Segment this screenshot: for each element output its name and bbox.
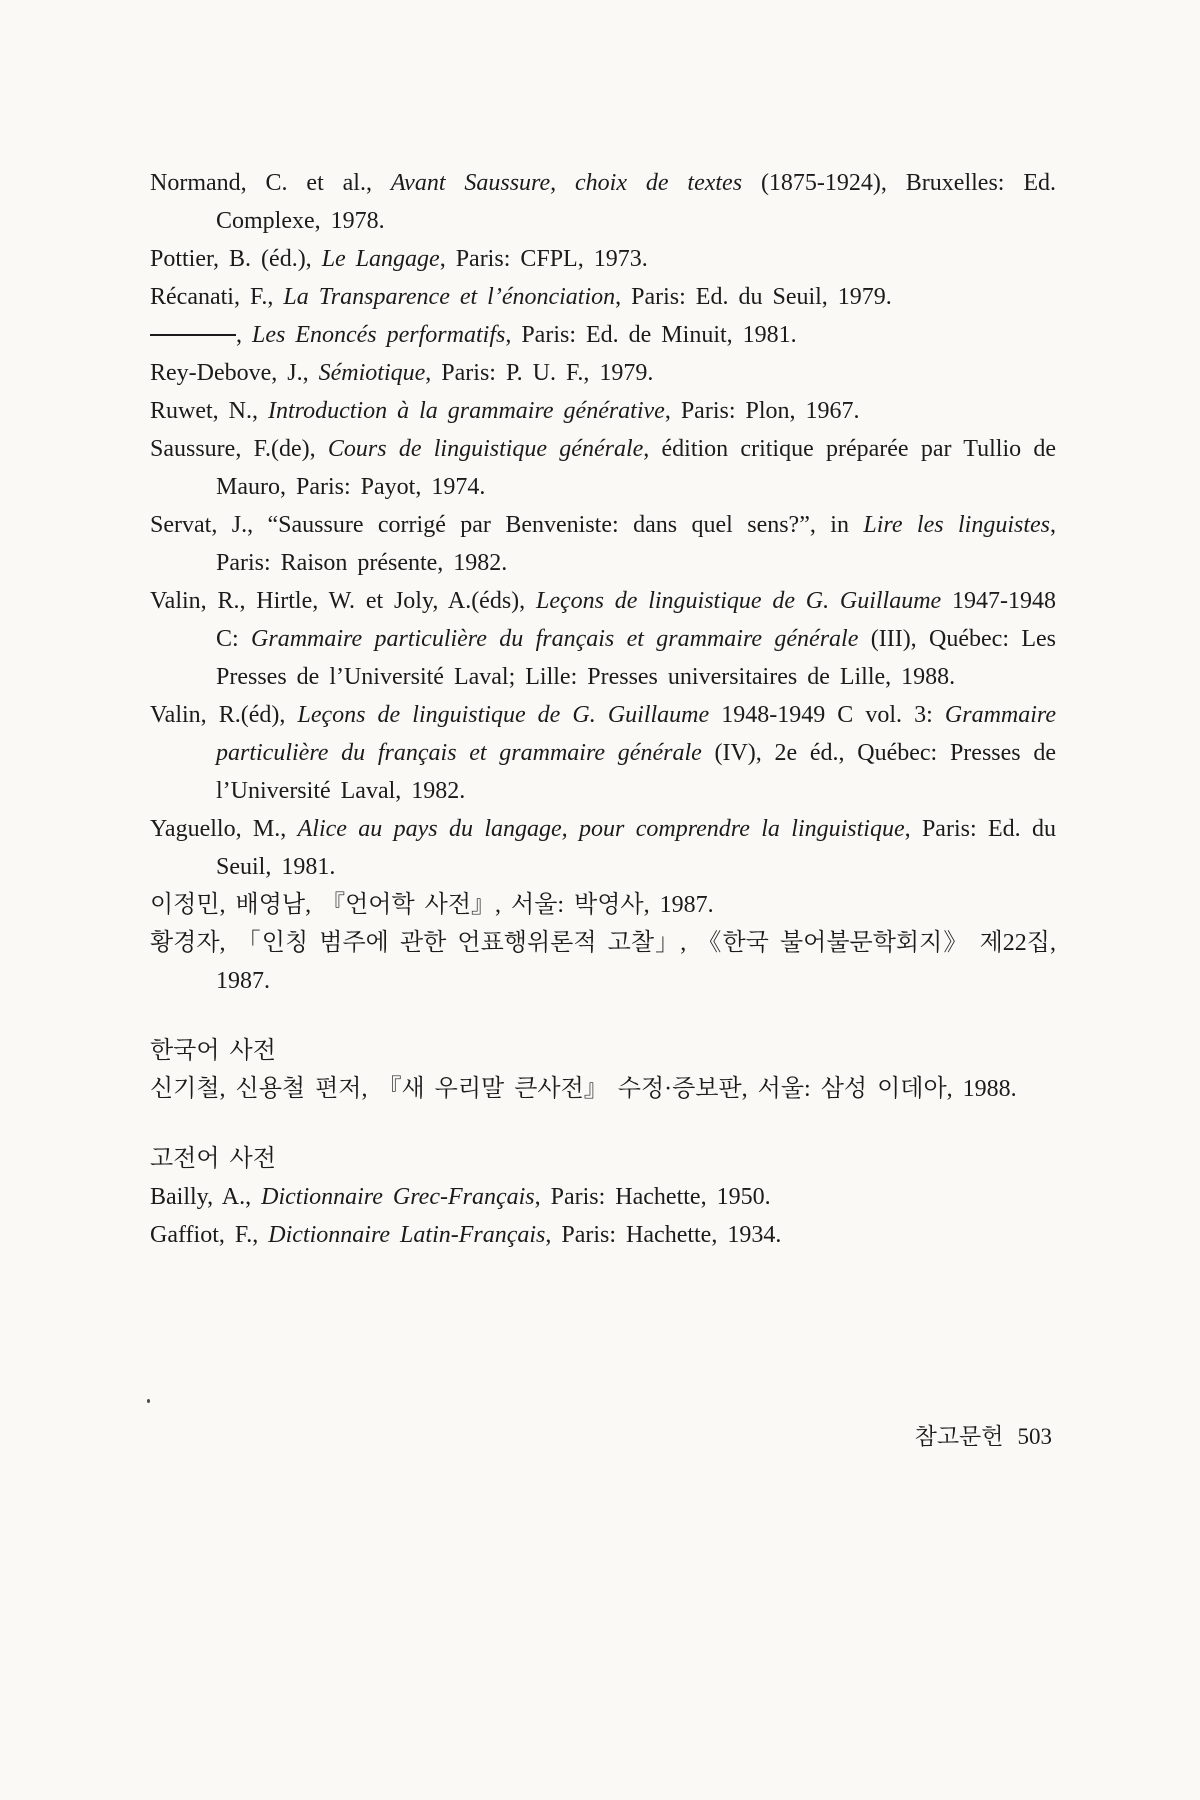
work-title-italic: Grammaire particulière du français et grammaire générale [251,626,859,652]
bibliography-entry [150,1216,1056,1254]
work-title-italic: Alice au pays du langage, pour comprendre la linguistique [297,816,905,842]
entry-text: (1875-1924), Bruxelles: Ed. Complexe, 1978. [216,170,1056,234]
work-title-italic: Dictionnaire Grec-Français [261,1184,535,1210]
bibliography-entry [150,392,1056,430]
entry-text: , Paris: Raison présente, 1982. [216,512,1056,576]
entry-text: Valin, R.(éd), [150,702,298,728]
entry-text: , Paris: Ed. de Minuit, 1981. [505,322,797,348]
work-title-italic: Grammaire particulière du français et grammaire générale [216,702,1056,766]
entry-text: , Paris: CFPL, 1973. [439,246,648,272]
footer-section-label: 참고문헌 [914,1424,1004,1449]
bibliography-entry [150,1178,1056,1216]
entry-text: , édition critique préparée par Tullio de Mauro, Paris: Payot, 1974. [216,436,1057,500]
section-heading: 한국어 사전 [150,1038,276,1064]
footer-page-number: 503 [1017,1424,1052,1449]
entry-text: Yaguello, M., [150,816,298,842]
work-title-italic: Cours de linguistique générale [327,436,644,462]
work-title-italic: Introduction à la grammaire générative [268,398,665,424]
work-title-italic: Lire les linguistes [863,512,1050,538]
bibliography-entry [150,1070,1056,1108]
entry-text: Valin, R., Hirtle, W. et Joly, A.(éds), [150,588,536,614]
entry-text: Bailly, A., [150,1184,262,1210]
entry-text: 1948-1949 C vol. 3: [709,702,945,728]
scan-artifact-dot [147,1399,150,1403]
entry-text: 황경자, 「인칭 범주에 관한 언표행위론적 고찰」, 《한국 불어불문학회지》 제22집, 1987. [150,930,1056,994]
entry-text: 1947-1948 C: [216,588,1057,652]
bibliography-entry [150,430,1056,506]
bibliography-entry [150,164,1056,240]
work-title-italic: La Transparence et l’énonciation [283,284,616,310]
entry-text: , Paris: Plon, 1967. [664,398,860,424]
entry-text: Récanati, F., [150,284,284,310]
entry-text: Saussure, F.(de), [150,436,328,462]
bibliography-entry [150,278,1056,316]
entry-text: 신기철, 신용철 편저, 『새 우리말 큰사전』 수정·증보판, 서울: 삼성 이데아, 1988. [150,1076,1017,1102]
entry-text: (IV), 2e éd., Québec: Presses de l’Université Laval, 1982. [216,740,1056,804]
bibliography-entry [150,354,1056,392]
entry-text: Pottier, B. (éd.), [150,246,322,272]
work-title-italic: Le Langage [321,246,440,272]
bibliography-list [150,164,1056,1254]
entry-text: , [236,322,252,348]
work-title-italic: Sémiotique [318,360,426,386]
bibliography-entry [150,582,1056,696]
entry-text: Normand, C. et al., [150,170,391,196]
bibliography-entry [150,810,1056,886]
entry-text: Rey-Debove, J., [150,360,319,386]
entry-text: , Paris: Ed. du Seuil, 1979. [615,284,892,310]
work-title-italic: Leçons de linguistique de G. Guillaume [297,702,710,728]
bibliography-entry [150,886,1056,924]
entry-text: , Paris: Hachette, 1934. [545,1222,782,1248]
entry-text: Servat, J., “Saussure corrigé par Benveniste: dans quel sens?”, in [150,512,864,538]
entry-text: , Paris: P. U. F., 1979. [425,360,654,386]
bibliography-entry [150,316,1056,354]
entry-text: (III), Québec: Les Presses de l’Université Laval; Lille: Presses universitaires de Lille, 1988. [216,626,1056,690]
entry-text: Gaffiot, F., [150,1222,269,1248]
page-footer [915,1422,1052,1452]
bibliography-entry [150,506,1056,582]
bibliography-entry [150,924,1056,1000]
entry-text: Ruwet, N., [150,398,268,424]
work-title-italic: Dictionnaire Latin-Français [268,1222,546,1248]
repeat-author-dash [150,334,236,336]
entry-text: 이정민, 배영남, 『언어학 사전』, 서울: 박영사, 1987. [150,892,714,918]
entry-text: , Paris: Hachette, 1950. [534,1184,771,1210]
bibliography-entry [150,240,1056,278]
section-heading: 고전어 사전 [150,1146,276,1172]
work-title-italic: Avant Saussure, choix de textes [390,170,743,196]
work-title-italic: Les Enoncés performatifs [252,322,506,348]
entry-text: , Paris: Ed. du Seuil, 1981. [216,816,1057,880]
bibliography-entry [150,696,1056,810]
work-title-italic: Leçons de linguistique de G. Guillaume [535,588,942,614]
